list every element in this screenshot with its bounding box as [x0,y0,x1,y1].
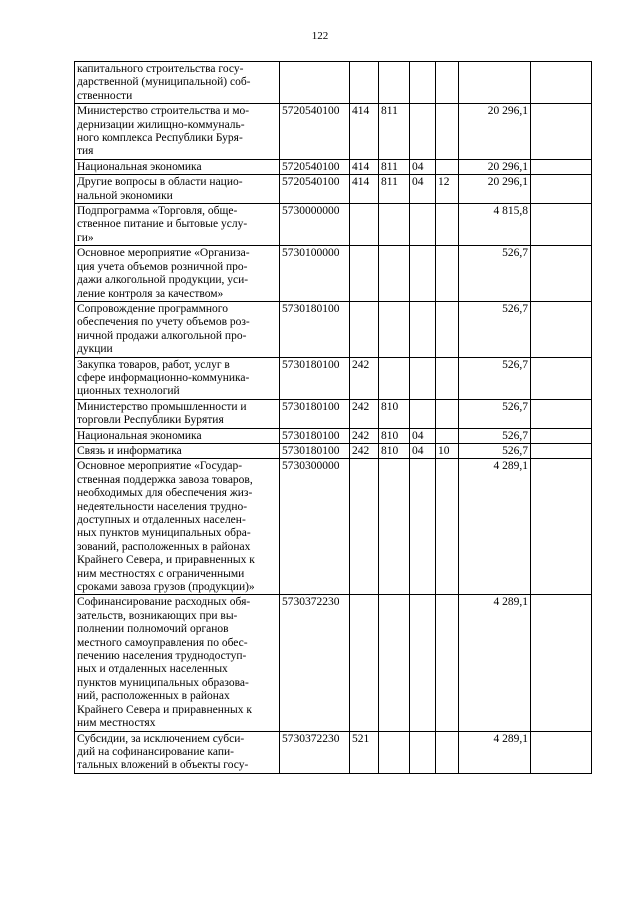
row-empty-cell [531,731,592,773]
row-amount-cell [459,62,531,104]
row-empty-cell [531,159,592,174]
row-agency-code-cell: 810 [379,443,410,458]
row-section-cell [410,246,436,302]
row-empty-cell [531,595,592,731]
row-target-code-cell: 5720540100 [280,159,350,174]
row-name-cell: капитального строительства госу- дарственной (муниципальной) соб- ственности [75,62,280,104]
row-agency-code-cell: 810 [379,399,410,428]
table-row [75,175,592,204]
row-name-cell: Субсидии, за исключением субси- дий на софинансирование капи- тальных вложений в объекты госу- [75,731,280,773]
row-section-cell [410,459,436,595]
row-target-code-cell: 5730180100 [280,399,350,428]
row-subsection-cell [436,301,459,357]
row-subsection-cell [436,731,459,773]
row-name-cell: Сопровождение программного обеспечения по учету объемов роз- ничной продажи алкогольной про- дукции [75,301,280,357]
row-amount-cell: 20 296,1 [459,159,531,174]
row-expense-type-cell [350,62,379,104]
row-target-code-cell: 5730000000 [280,204,350,246]
row-amount-cell: 526,7 [459,443,531,458]
row-empty-cell [531,175,592,204]
table-row [75,246,592,302]
row-section-cell [410,731,436,773]
row-expense-type-cell: 414 [350,175,379,204]
row-subsection-cell [436,159,459,174]
page-number: 122 [311,30,329,42]
row-amount-cell: 526,7 [459,399,531,428]
budget-table [74,61,592,774]
row-subsection-cell [436,428,459,443]
table-row [75,399,592,428]
row-name-cell: Министерство промышленности и торговли Республики Бурятия [75,399,280,428]
row-agency-code-cell: 811 [379,104,410,160]
row-name-cell: Закупка товаров, работ, услуг в сфере информационно-коммуника- ционных технологий [75,357,280,399]
row-target-code-cell: 5730180100 [280,301,350,357]
row-expense-type-cell: 414 [350,159,379,174]
row-section-cell: 04 [410,443,436,458]
row-name-cell: Связь и информатика [75,443,280,458]
row-amount-cell: 4 289,1 [459,459,531,595]
row-expense-type-cell: 242 [350,399,379,428]
row-amount-cell: 20 296,1 [459,175,531,204]
row-amount-cell: 526,7 [459,301,531,357]
row-agency-code-cell: 810 [379,428,410,443]
table-row [75,104,592,160]
row-section-cell [410,62,436,104]
row-name-cell: Основное мероприятие «Государ- ственная поддержка завоза товаров, необходимых для обеспечения жиз- недеятельности населения трудно- доступных и отдаленных населен- ных пунктов муниципальных обра- зований, расположенных в районах Крайнего Севера, и приравненных к ним местностях с ограниченными сроками завоза грузов (продукции)» [75,459,280,595]
row-expense-type-cell: 242 [350,428,379,443]
table-row [75,595,592,731]
row-agency-code-cell [379,357,410,399]
row-empty-cell [531,104,592,160]
row-subsection-cell [436,459,459,595]
row-expense-type-cell: 414 [350,104,379,160]
row-agency-code-cell [379,731,410,773]
row-agency-code-cell [379,62,410,104]
row-name-cell: Национальная экономика [75,159,280,174]
row-target-code-cell: 5730180100 [280,428,350,443]
row-empty-cell [531,204,592,246]
table-row [75,459,592,595]
table-row [75,443,592,458]
row-section-cell: 04 [410,428,436,443]
row-amount-cell: 4 289,1 [459,595,531,731]
row-subsection-cell [436,62,459,104]
row-empty-cell [531,246,592,302]
row-agency-code-cell: 811 [379,159,410,174]
row-target-code-cell: 5730180100 [280,357,350,399]
table-row [75,159,592,174]
row-empty-cell [531,399,592,428]
row-name-cell: Национальная экономика [75,428,280,443]
row-name-cell: Софинансирование расходных обя- зательств, возникающих при вы- полнении полномочий органов местного самоуправления по обес- печению населения труднодоступ- ных и отдаленных населенных пунктов муниципальных образова- ний, расположенных в районах Крайнего Севера и приравненных к ним местностях [75,595,280,731]
row-section-cell [410,399,436,428]
row-amount-cell: 4 815,8 [459,204,531,246]
row-target-code-cell: 5730372230 [280,595,350,731]
row-expense-type-cell [350,459,379,595]
table-row [75,428,592,443]
row-section-cell [410,357,436,399]
row-amount-cell: 20 296,1 [459,104,531,160]
row-subsection-cell: 10 [436,443,459,458]
row-subsection-cell: 12 [436,175,459,204]
row-empty-cell [531,301,592,357]
row-section-cell: 04 [410,159,436,174]
row-name-cell: Основное мероприятие «Организа- ция учета объемов розничной про- дажи алкогольной продукции, уси- ление контроля за качеством» [75,246,280,302]
row-target-code-cell: 5730300000 [280,459,350,595]
table-row [75,62,592,104]
row-agency-code-cell [379,301,410,357]
row-agency-code-cell [379,595,410,731]
row-expense-type-cell: 521 [350,731,379,773]
row-section-cell [410,104,436,160]
row-subsection-cell [436,399,459,428]
row-amount-cell: 526,7 [459,246,531,302]
table-row [75,301,592,357]
row-subsection-cell [436,204,459,246]
row-target-code-cell: 5730100000 [280,246,350,302]
row-name-cell: Подпрограмма «Торговля, обще- ственное питание и бытовые услу- ги» [75,204,280,246]
row-expense-type-cell: 242 [350,357,379,399]
row-empty-cell [531,428,592,443]
row-amount-cell: 526,7 [459,357,531,399]
row-expense-type-cell [350,246,379,302]
row-subsection-cell [436,595,459,731]
row-target-code-cell [280,62,350,104]
row-expense-type-cell [350,301,379,357]
row-section-cell [410,204,436,246]
row-target-code-cell: 5720540100 [280,104,350,160]
row-agency-code-cell [379,459,410,595]
row-amount-cell: 4 289,1 [459,731,531,773]
row-agency-code-cell [379,204,410,246]
row-amount-cell: 526,7 [459,428,531,443]
table-row [75,357,592,399]
row-section-cell [410,301,436,357]
table-row [75,204,592,246]
row-expense-type-cell: 242 [350,443,379,458]
row-name-cell: Другие вопросы в области нацио- нальной экономики [75,175,280,204]
row-agency-code-cell [379,246,410,302]
row-subsection-cell [436,357,459,399]
row-agency-code-cell: 811 [379,175,410,204]
row-subsection-cell [436,104,459,160]
row-expense-type-cell [350,204,379,246]
row-subsection-cell [436,246,459,302]
row-section-cell [410,595,436,731]
row-section-cell: 04 [410,175,436,204]
row-name-cell: Министерство строительства и мо- дернизации жилищно-коммуналь- ного комплекса Республики Буря- тия [75,104,280,160]
row-expense-type-cell [350,595,379,731]
row-empty-cell [531,357,592,399]
table-row [75,731,592,773]
row-target-code-cell: 5730372230 [280,731,350,773]
row-empty-cell [531,443,592,458]
row-empty-cell [531,62,592,104]
row-target-code-cell: 5720540100 [280,175,350,204]
row-empty-cell [531,459,592,595]
row-target-code-cell: 5730180100 [280,443,350,458]
